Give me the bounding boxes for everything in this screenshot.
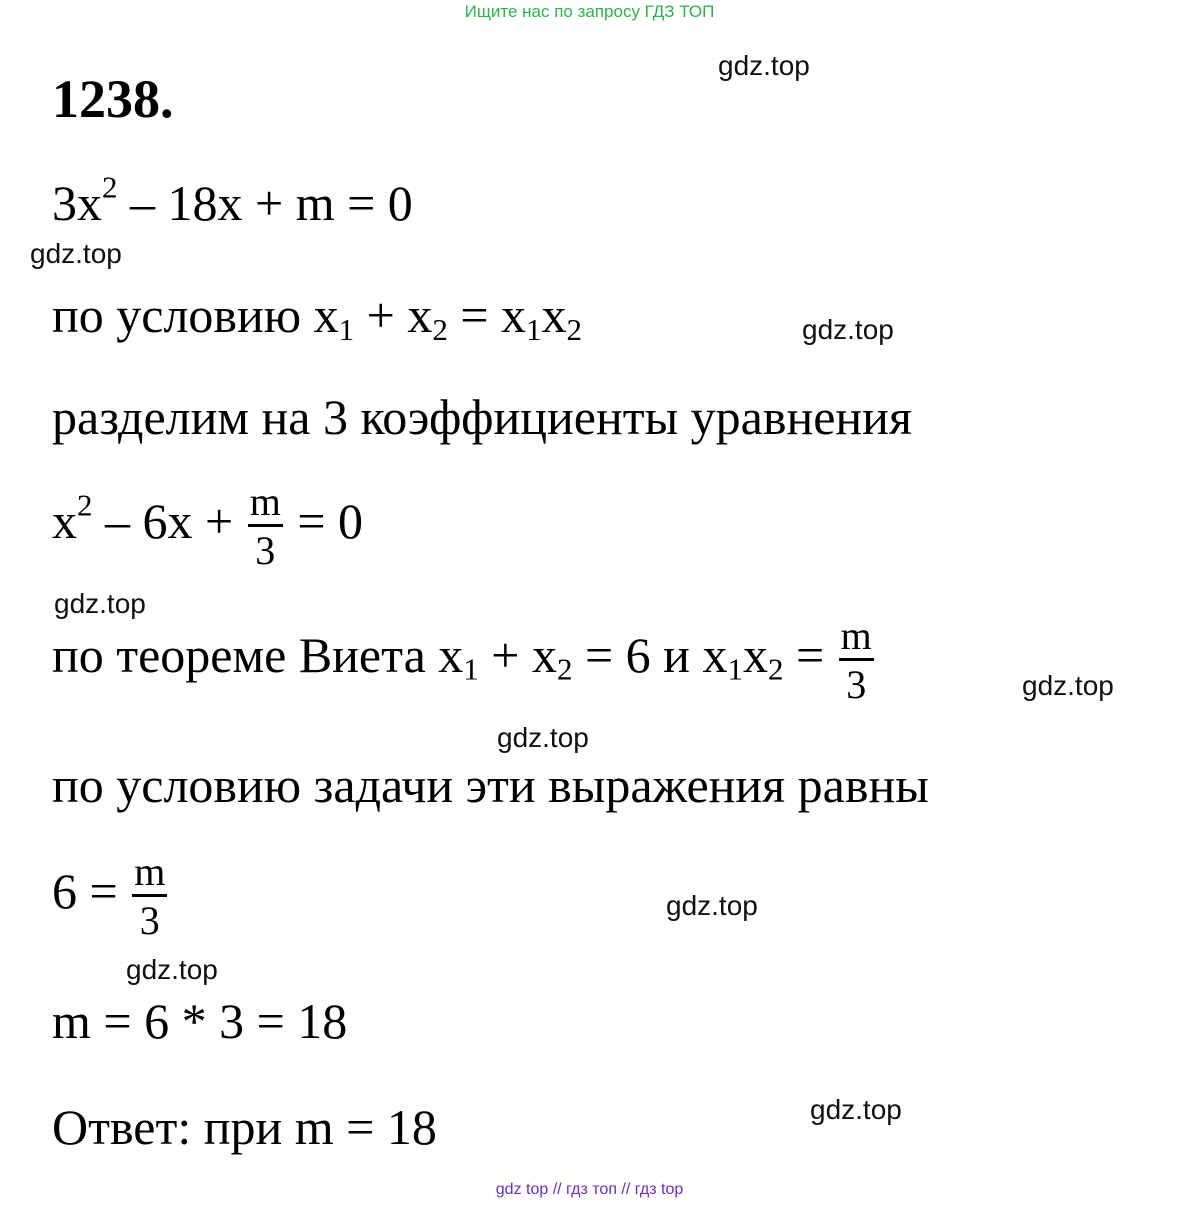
- eq3-text: 6 =: [52, 862, 131, 919]
- equal-statement: по условию задачи эти выражения равны: [52, 757, 929, 813]
- subscript: 2: [767, 651, 784, 687]
- subscript: 1: [463, 651, 479, 687]
- subscript: 1: [526, 311, 542, 347]
- footer-watermark: gdz top // гдз топ // гдз top: [495, 1181, 684, 1198]
- watermark: gdz.top: [497, 722, 589, 753]
- eq2-base: x: [52, 492, 77, 549]
- watermark: gdz.top: [666, 890, 758, 921]
- equation-reduced: [52, 479, 364, 573]
- condition-line: [52, 287, 583, 347]
- vieta-text: x: [742, 626, 768, 683]
- fraction: [132, 849, 167, 943]
- vieta-text: по теореме Виета x: [52, 626, 464, 683]
- subscript: 1: [338, 311, 355, 347]
- divide-instruction: разделим на 3 коэффициенты уравнения: [52, 389, 912, 445]
- watermark: gdz.top: [54, 588, 146, 619]
- cond-text: + x: [354, 287, 433, 343]
- fraction: [839, 613, 874, 707]
- fraction-denominator: 3: [139, 898, 160, 943]
- equation-original: [52, 169, 413, 231]
- eq2-text: – 6x +: [92, 492, 246, 549]
- watermark: gdz.top: [802, 314, 894, 345]
- vieta-line: [52, 613, 876, 707]
- watermark: gdz.top: [718, 50, 810, 81]
- answer: Ответ: при m = 18: [52, 1099, 437, 1155]
- cond-text: = x: [447, 287, 527, 343]
- cond-text: по условию x: [52, 287, 339, 343]
- equation-equal: [52, 849, 169, 943]
- fraction: [248, 479, 283, 573]
- fraction-numerator: m: [248, 482, 283, 527]
- calculation: m = 6 * 3 = 18: [52, 993, 348, 1049]
- fraction-denominator: 3: [846, 662, 867, 707]
- subscript: 2: [556, 651, 573, 687]
- eq1-exponent: 2: [102, 169, 118, 205]
- eq1-rest: – 18x + m = 0: [117, 175, 413, 231]
- problem-number: 1238.: [52, 69, 174, 129]
- subscript: 1: [727, 651, 743, 687]
- eq2-exponent: 2: [77, 487, 93, 523]
- fraction-numerator: m: [839, 616, 874, 661]
- eq1-base: 3x: [52, 175, 102, 231]
- fraction-numerator: m: [132, 852, 167, 897]
- watermark: gdz.top: [30, 238, 122, 269]
- cond-text: x: [541, 287, 567, 343]
- vieta-text: = 6 и x: [572, 626, 728, 683]
- watermark: gdz.top: [810, 1094, 902, 1125]
- vieta-text: =: [783, 626, 837, 683]
- vieta-text: + x: [478, 626, 557, 683]
- top-banner: Ищите нас по запросу ГДЗ ТОП: [464, 2, 715, 21]
- eq2-text: = 0: [284, 492, 364, 549]
- fraction-denominator: 3: [255, 528, 276, 573]
- watermark: gdz.top: [126, 954, 218, 985]
- watermark: gdz.top: [1022, 670, 1114, 701]
- subscript: 2: [566, 311, 583, 347]
- subscript: 2: [432, 311, 448, 347]
